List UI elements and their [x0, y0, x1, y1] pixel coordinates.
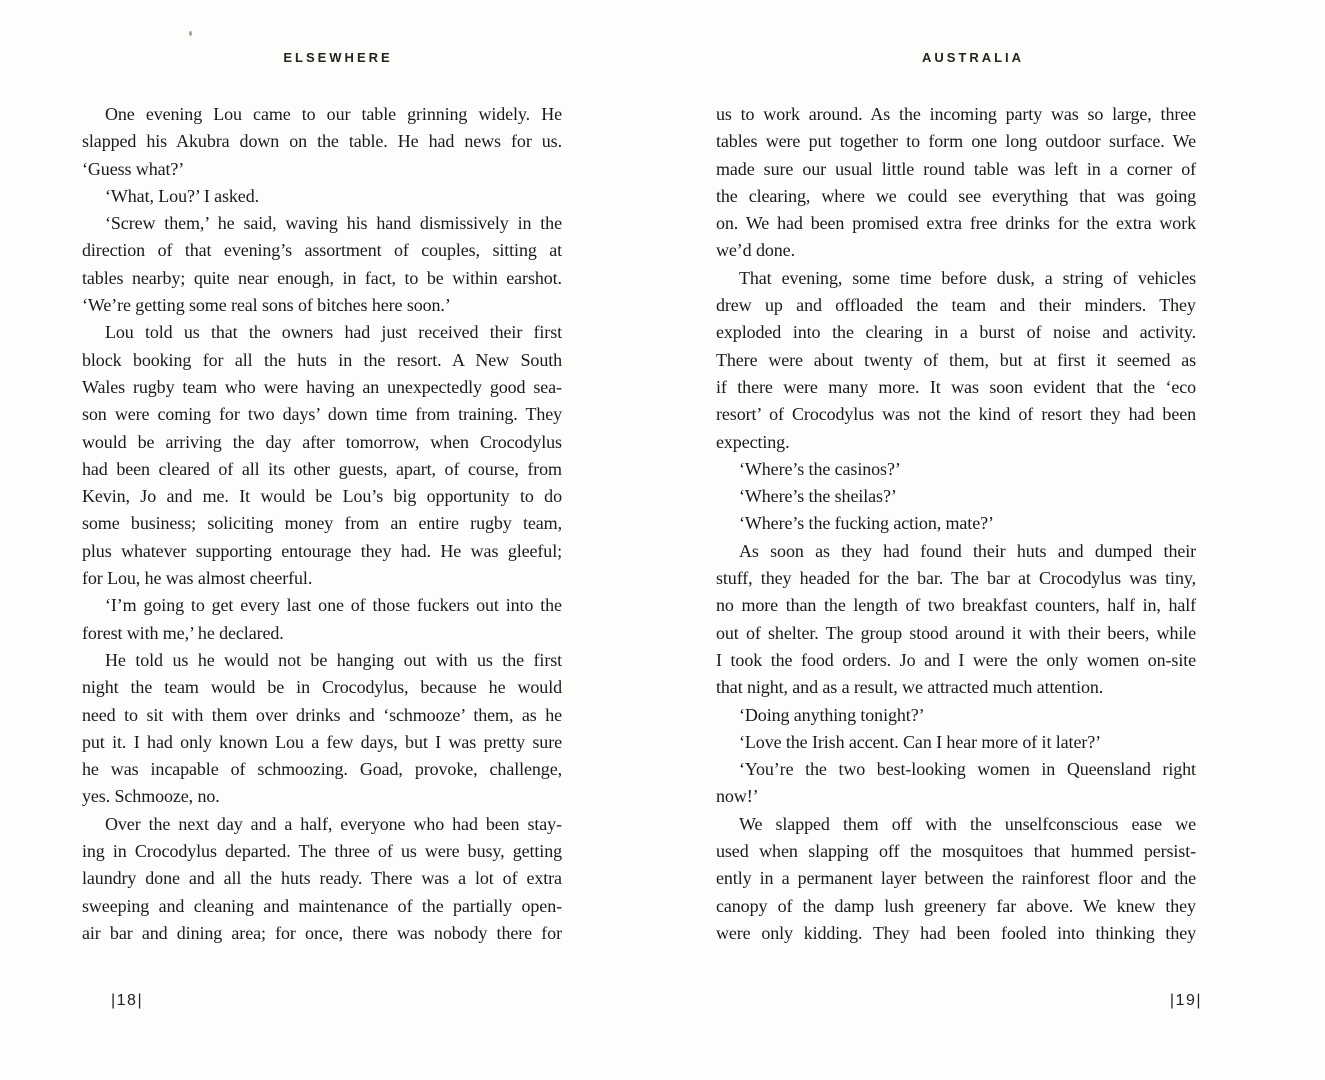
text-line: on. We had been promised extra free drinks for the extra work [716, 213, 1197, 234]
text-line: direction of that evening’s assortment of couples, sitting at [82, 240, 563, 261]
text-line: ‘Where’s the casinos?’ [739, 458, 901, 479]
text-line: if there were many more. It was soon evident that the ‘eco [716, 376, 1197, 397]
text-line: forest with me,’ he declared. [82, 622, 284, 643]
text-line: some business; soliciting money from an entire rugby team, [82, 513, 562, 534]
text-line: resort’ of Crocodylus was not the kind of resort they had been [716, 404, 1196, 425]
text-line: plus whatever supporting entourage they had. He was gleeful; [82, 540, 563, 561]
text-line: That evening, some time before dusk, a string of vehicles [739, 267, 1196, 288]
text-line: ‘Love the Irish accent. Can I hear more of it later?’ [739, 731, 1102, 752]
running-header-left: ELSEWHERE [283, 50, 393, 65]
text-line: out of shelter. The group stood around it with their beers, while [716, 622, 1197, 643]
text-line: sweeping and cleaning and maintenance of the partially open- [82, 895, 562, 916]
text-line: ‘Screw them,’ he said, waving his hand dismissively in the [105, 213, 562, 234]
text-line: laundry done and all the huts ready. There was a lot of extra [82, 868, 562, 889]
text-line: us to work around. As the incoming party was so large, three [716, 104, 1197, 124]
text-line: made sure our usual little round table was left in a corner of [716, 158, 1197, 179]
page-number-left: |18| [111, 992, 144, 1009]
text-line: Wales rugby team who were having an unexpectedly good sea- [82, 376, 562, 397]
page-number-right: |19| [1169, 992, 1202, 1009]
running-header-right: AUSTRALIA [921, 50, 1025, 65]
text-line: air bar and dining area; for once, there was nobody there for [82, 922, 562, 943]
text-line: we’d done. [716, 240, 795, 261]
text-line: expecting. [716, 431, 790, 452]
text-line: ently in a permanent layer between the rainforest floor and the [716, 868, 1197, 889]
text-line: son were coming for two days’ down time from training. They [82, 404, 563, 425]
text-line: for Lou, he was almost cheerful. [82, 568, 313, 589]
text-line: had been cleared of all its other guests, apart, of course, from [82, 458, 562, 479]
text-line: canopy of the damp lush greenery far above. We knew they [716, 895, 1196, 916]
left-text-column [82, 101, 562, 947]
text-line: ing in Crocodylus departed. The three of us were busy, getting [82, 841, 562, 862]
text-line: We slapped them off with the unselfconscious ease we [739, 813, 1196, 834]
text-line: yes. Schmooze, no. [82, 786, 220, 807]
text-line: Kevin, Jo and me. It would be Lou’s big opportunity to do [82, 486, 562, 507]
text-line: he was incapable of schmoozing. Goad, provoke, challenge, [82, 759, 562, 780]
text-line: One evening Lou came to our table grinning widely. He [105, 104, 562, 124]
text-line: put it. I had only known Lou a few days, but I was pretty sure [82, 731, 562, 752]
text-line: slapped his Akubra down on the table. He had news for us. [82, 131, 562, 152]
text-line: exploded into the clearing in a burst of noise and activity. [716, 322, 1197, 343]
text-line: now!’ [716, 786, 759, 807]
text-line: ‘Where’s the fucking action, mate?’ [739, 513, 994, 534]
text-line: drew up and offloaded the team and their minders. They [716, 295, 1196, 316]
text-line: used when slapping off the mosquitoes that hummed persist- [716, 841, 1197, 862]
text-line: ‘Where’s the sheilas?’ [739, 486, 897, 507]
text-line: ‘We’re getting some real sons of bitches here soon.’ [82, 295, 451, 316]
text-line: There were about twenty of them, but at first it seemed as [716, 349, 1197, 370]
text-line: I took the food orders. Jo and I were the only women on-site [716, 649, 1197, 670]
text-line: Lou told us that the owners had just received their first [105, 322, 562, 343]
text-line: ‘What, Lou?’ I asked. [105, 185, 259, 206]
text-line: need to sit with them over drinks and ‘schmooze’ them, as he [82, 704, 562, 725]
text-line: block booking for all the huts in the resort. A New South [82, 349, 563, 370]
scan-speck [189, 31, 192, 36]
text-line: ‘Guess what?’ [82, 158, 185, 179]
text-line: would be arriving the day after tomorrow, when Crocodylus [82, 431, 562, 452]
text-line: no more than the length of two breakfast counters, half in, half [716, 595, 1197, 616]
text-line: As soon as they had found their huts and dumped their [739, 540, 1197, 561]
text-line: ‘You’re the two best-looking women in Queensland right [739, 759, 1196, 780]
text-line: night the team would be in Crocodylus, because he would [82, 677, 562, 698]
text-line: Over the next day and a half, everyone who had been stay- [105, 813, 562, 834]
text-line: were only kidding. They had been fooled into thinking they [716, 922, 1197, 943]
text-line: tables were put together to form one long outdoor surface. We [716, 131, 1196, 152]
text-line: tables nearby; quite near enough, in fact, to be within earshot. [82, 267, 562, 288]
text-line: that night, and as a result, we attracted much attention. [716, 677, 1104, 698]
text-line: ‘I’m going to get every last one of those fuckers out into the [105, 595, 562, 616]
right-text-column [716, 101, 1196, 947]
text-line: stuff, they headed for the bar. The bar at Crocodylus was tiny, [716, 568, 1196, 589]
text-line: ‘Doing anything tonight?’ [739, 704, 925, 725]
text-line: the clearing, where we could see everything that was going [716, 185, 1196, 206]
text-line: He told us he would not be hanging out with us the first [105, 649, 563, 670]
